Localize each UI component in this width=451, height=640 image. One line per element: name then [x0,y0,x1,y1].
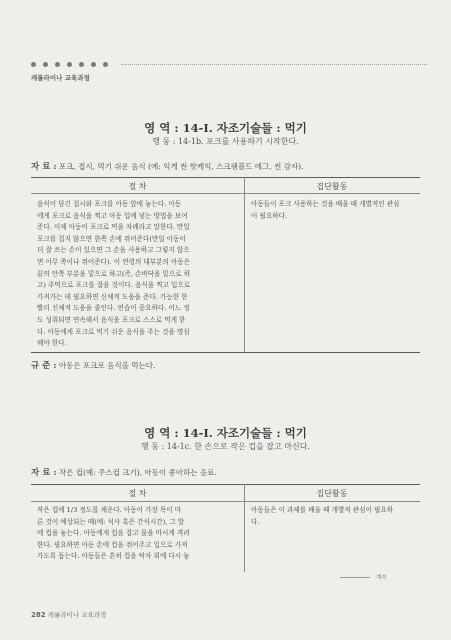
table2-activity-header: 집단활동 [316,489,348,498]
table2-top-rule [31,484,420,485]
footer-title: 캐롤라이나 교육과정 [47,611,107,619]
section1-materials [31,160,303,172]
header-dot [91,62,96,67]
text-line: 포크를 집지 않으면 한쪽 손에 쥐어준다(만일 아동이 [37,234,186,243]
text-line: 음식이 담긴 접시와 포크를 아동 앞에 놓는다. 아동 [37,200,182,208]
text-line: 끝의 안쪽 부분을 밑으로 하고(즉, 손바닥을 밑으로 하 [37,269,191,278]
header-dot [103,62,108,67]
page-footer [31,610,106,619]
text-line: 에게 포크로 음식을 찍고 아동 입에 넣는 방법을 보여 [37,211,188,220]
table1-top-rule [31,177,420,178]
text-line: 도 성취되면 연속해서 음식을 포크로 스스로 먹게 한 [37,315,186,324]
header-dot-rule [31,62,431,70]
materials-text: 작은 컵(예: 주스컵 크기), 아동이 좋아하는 음료. [58,468,217,477]
table2-activity-text [251,505,417,528]
continued-note: 계속 [376,575,387,581]
text-line: 른 것이 예상되는 때(예: 식사 혹은 간식시간), 그 앞 [37,517,185,526]
table1-activity-header: 집단활동 [316,182,348,191]
text-line: 가져가는 데 필요하면 신체적 도움을 준다. 가능한 한 [37,292,188,301]
text-line: 아동들은 이 과제를 배울 때 개별적 관심이 필요하 [251,506,394,514]
text-line: 작은 컵에 1/3 정도를 채운다. 아동이 가장 목이 마 [37,506,182,514]
text-line: 아동들이 포크 사용하는 것을 배울 때 개별적인 관심 [251,200,400,208]
text-line: 준다. 이제 아동이 포크로 먹을 차례라고 말한다. 만일 [37,223,190,232]
text-line: 더 잘 쓰는 손이 있으면 그 손을 사용하고 그렇지 않으 [37,246,190,255]
table1-column-divider [244,177,245,352]
table1-bottom-rule [31,352,420,353]
text-line: 다. 아동에게 포크로 먹기 쉬운 음식을 주는 것을 명심 [37,327,190,336]
text-line: 가도록 돕는다. 아동들은 흔히 컵을 탁자 위에 다시 놓 [37,552,190,561]
materials-label: 자 료 : [31,468,57,478]
criteria-label: 규 준 : [31,361,57,371]
header-dot [55,62,60,67]
section2-materials [31,466,217,478]
table1-procedure-text [37,199,237,350]
materials-text: 포크, 접시, 먹기 쉬운 음식 (예: 익게 썬 핫케익, 스크램블드 에그, 썬 감자). [58,162,304,171]
section2-subtitle: 행 동 : 14-1c. 한 손으로 작은 컵을 잡고 마신다. [140,442,311,451]
page-number: 282 [31,611,46,619]
table1-header-rule [31,193,420,194]
table2-header-rule [31,501,420,502]
criteria-text: 아동은 포크로 음식을 먹는다. [58,361,156,370]
text-line: 한다. 필요하면 아동 손에 컵을 쥐어주고 입으로 가져 [37,540,188,549]
text-line: 면 아무 쪽이나 쥐어준다). 이 연령의 대부분의 아동은 [37,257,191,266]
section2-title: 영 역 : 14-Ⅰ. 자조기술들 : 먹기 [144,426,307,440]
text-line: 에 컵을 놓는다. 아동에게 컵을 잡고 물을 마시게 격려 [37,529,190,538]
header-dotted-line [121,64,427,65]
table2-column-divider [244,484,245,572]
header-dot [31,62,36,67]
table1-activity-text [251,199,417,222]
header-dot [67,62,72,67]
table1-procedure-header: 절 차 [128,182,147,191]
section1-title: 영 역 : 14-Ⅰ. 자조기술들 : 먹기 [144,121,307,135]
text-line: 다. [251,517,260,526]
section1-subtitle: 행 동 : 14-1b. 포크를 사용하기 시작한다. [152,137,299,146]
continued-rule [340,577,370,578]
header-dot [79,62,84,67]
text-line: 빨리 신체적 도움을 줄인다. 연습이 중요하다. 어느 정 [37,304,190,313]
text-line: 이 필요하다. [251,211,288,220]
table2-procedure-header: 절 차 [128,489,147,498]
running-head: 캐롤라이나 교육과정 [31,74,90,82]
section1-criteria [31,359,155,371]
materials-label: 자 료 : [31,162,57,172]
text-line: 고) 주먹으로 포크를 잡을 것이다. 음식을 찍고 입으로 [37,281,191,290]
text-line: 해야 한다. [37,339,67,348]
table2-procedure-text [37,505,237,563]
header-dot [43,62,48,67]
